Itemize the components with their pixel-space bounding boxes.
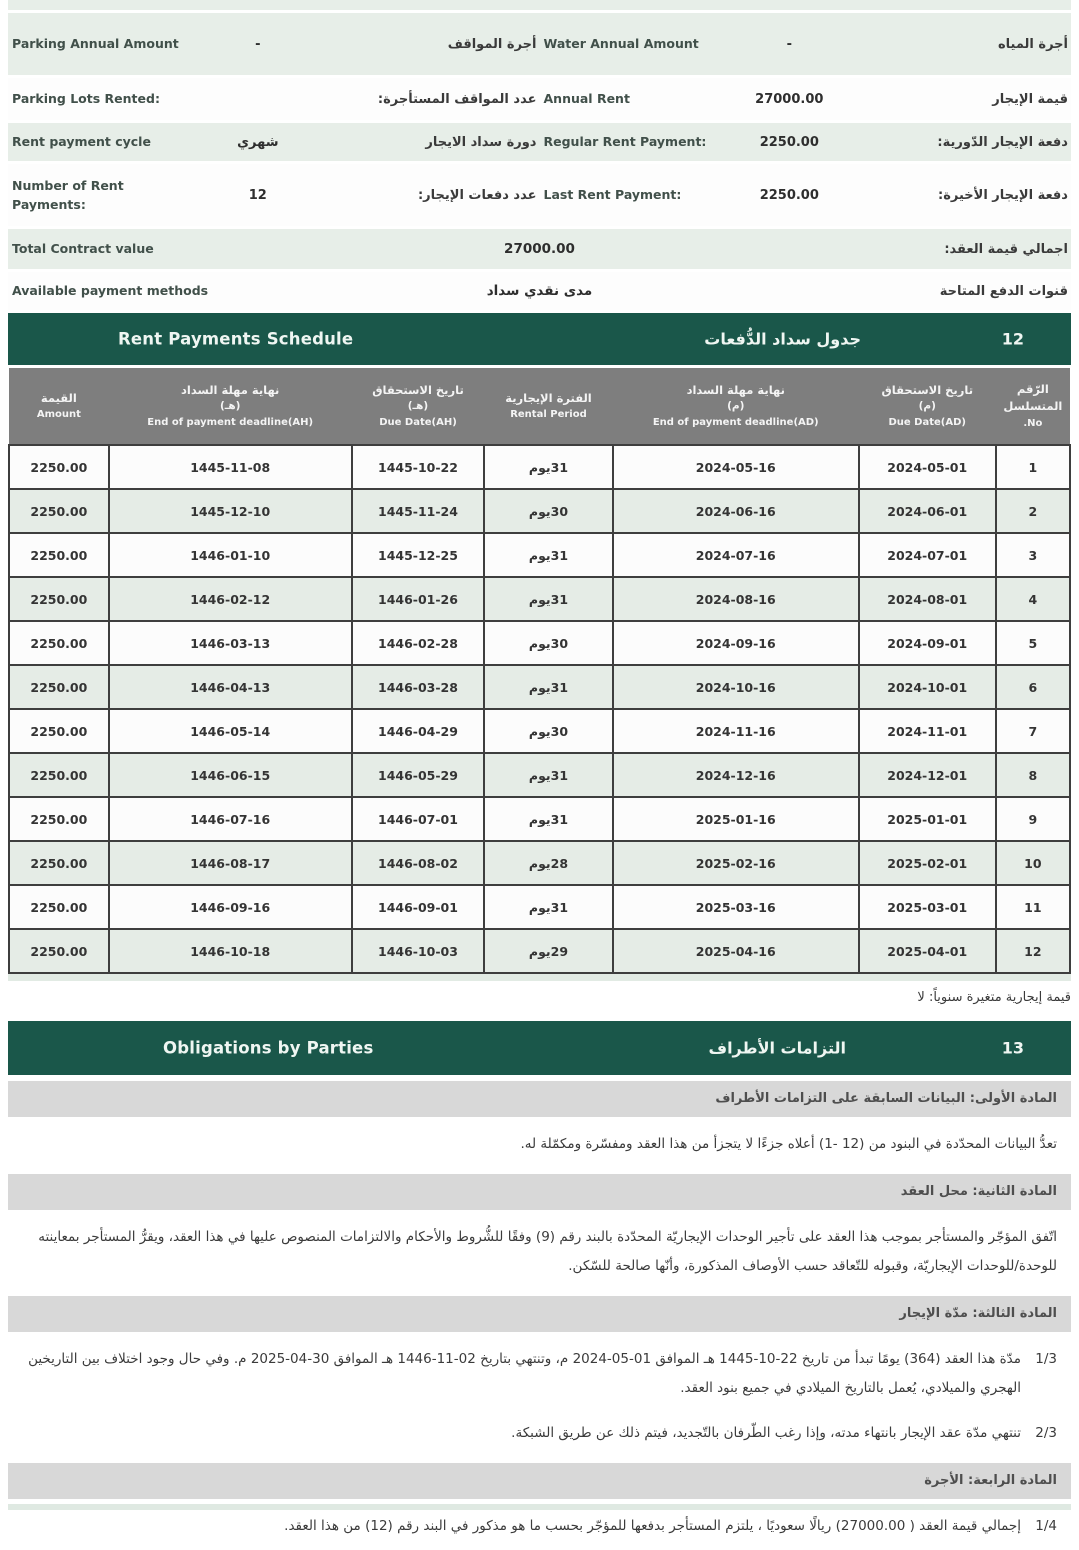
clause-number: 2/3	[1035, 1425, 1057, 1441]
info-label-ar: دفعة الإيجار الأخيرة:	[938, 187, 1068, 203]
table-cell: 1446-04-29	[352, 709, 485, 753]
info-row	[8, 164, 1071, 226]
table-cell: 10	[996, 841, 1070, 885]
info-half	[540, 78, 1072, 120]
table-row	[9, 841, 1070, 885]
table-cell: 28يوم	[484, 841, 612, 885]
table-cell: 11	[996, 885, 1070, 929]
table-cell: 3	[996, 533, 1070, 577]
obligations-articles	[8, 1081, 1071, 1550]
table-cell: 2024-12-01	[859, 753, 996, 797]
info-label-en: Parking Annual Amount	[12, 36, 179, 52]
info-label-en: Rent payment cycle	[12, 134, 151, 150]
table-body	[9, 445, 1070, 973]
table-cell: 2250.00	[9, 621, 109, 665]
table-cell: 2250.00	[9, 885, 109, 929]
table-header-cell	[859, 368, 996, 445]
table-cell: 2024-07-01	[859, 533, 996, 577]
column-calendar-mark: (هـ)	[407, 400, 429, 412]
table-cell: 1446-03-13	[109, 621, 352, 665]
table-cell: 2025-04-16	[613, 929, 859, 973]
table-cell: 2250.00	[9, 489, 109, 533]
table-cell: 2250.00	[9, 665, 109, 709]
table-cell: 2024-05-01	[859, 445, 996, 489]
column-label-ar: القيمة	[40, 390, 77, 405]
obligations-title-ar: التزامات الأطراف	[708, 1038, 846, 1058]
column-label-ar: الرّقم المتسلسل	[1003, 382, 1063, 414]
table-cell: 1446-03-28	[352, 665, 485, 709]
clause	[8, 1410, 1071, 1455]
column-label-en: Due Date(AH)	[379, 416, 457, 428]
column-label-ar: الفترة الإيجارية	[505, 390, 592, 405]
table-row	[9, 577, 1070, 621]
info-value: -	[255, 36, 261, 52]
info-value: 27000.00	[755, 91, 824, 107]
table-header-cell	[9, 368, 109, 445]
table-cell: 1446-08-02	[352, 841, 485, 885]
table-cell: 2250.00	[9, 577, 109, 621]
table-cell: 1446-10-03	[352, 929, 485, 973]
info-half	[8, 13, 540, 75]
table-cell: 2024-05-16	[613, 445, 859, 489]
table-cell: 1445-11-24	[352, 489, 485, 533]
table-bottom-strip	[8, 974, 1071, 981]
article-heading: المادة الرابعة: الأجرة	[8, 1463, 1071, 1499]
table-cell: 6	[996, 665, 1070, 709]
top-strip	[8, 0, 1071, 10]
column-calendar-mark: (هـ)	[219, 400, 241, 412]
obligations-section-bar	[8, 1021, 1071, 1075]
info-row	[8, 272, 1071, 310]
table-cell: 8	[996, 753, 1070, 797]
table-header-row	[9, 368, 1070, 445]
table-cell: 1446-07-01	[352, 797, 485, 841]
table-cell: 2250.00	[9, 753, 109, 797]
article-heading: المادة الثالثة: مدّة الإيجار	[8, 1296, 1071, 1332]
table-cell: 2025-04-01	[859, 929, 996, 973]
article-clauses	[8, 1117, 1071, 1168]
clause-number: 1/4	[1035, 1518, 1057, 1534]
column-label-ar: تاريخ الاستحقاق	[372, 382, 464, 397]
table-header-cell	[109, 368, 352, 445]
table-cell: 2024-10-01	[859, 665, 996, 709]
info-label-ar: عدد دفعات الإيجار:	[417, 187, 537, 203]
table-cell: 2024-09-16	[613, 621, 859, 665]
table-cell: 2025-03-16	[613, 885, 859, 929]
table-cell: 2024-06-01	[859, 489, 996, 533]
obligations-title-en: Obligations by Parties	[163, 1038, 374, 1058]
table-cell: 1446-08-17	[109, 841, 352, 885]
table-cell: 2024-07-16	[613, 533, 859, 577]
clause	[8, 1121, 1071, 1166]
info-label-ar: قنوات الدفع المتاحة	[939, 283, 1068, 299]
table-cell: 2025-01-16	[613, 797, 859, 841]
info-row	[8, 123, 1071, 161]
column-label-ar: تاريخ الاستحقاق	[881, 382, 974, 397]
column-label-en: .No	[1023, 417, 1043, 429]
clause-text: تعدُّ البيانات المحدّدة في البنود من (12 -1) أعلاه جزءًا لا يتجزأ من هذا العقد ومفسّرة ومكمّلة له.	[520, 1136, 1057, 1152]
table-cell: 1446-01-10	[109, 533, 352, 577]
table-cell: 1446-04-13	[109, 665, 352, 709]
table-cell: 2025-01-01	[859, 797, 996, 841]
info-half	[8, 78, 540, 120]
table-cell: 2	[996, 489, 1070, 533]
clause-number: 1/3	[1035, 1351, 1057, 1367]
table-header-cell	[484, 368, 612, 445]
table-cell: 7	[996, 709, 1070, 753]
table-row	[9, 489, 1070, 533]
table-cell: 2250.00	[9, 533, 109, 577]
info-label-en: Parking Lots Rented:	[12, 91, 160, 107]
info-half	[540, 123, 1072, 161]
column-label-en: Due Date(AD)	[888, 416, 966, 428]
table-row	[9, 533, 1070, 577]
info-half	[8, 164, 540, 226]
table-cell: 30يوم	[484, 709, 612, 753]
info-label-ar: دورة سداد الايجار	[425, 134, 537, 150]
table-cell: 2250.00	[9, 709, 109, 753]
table-cell: 1446-05-14	[109, 709, 352, 753]
article-clauses	[8, 1332, 1071, 1457]
rent-payments-schedule-bar	[8, 313, 1071, 365]
info-value: شهري	[237, 134, 279, 150]
table-cell: 12	[996, 929, 1070, 973]
table-row	[9, 929, 1070, 973]
table-cell: 1446-07-16	[109, 797, 352, 841]
column-label-en: Amount	[36, 408, 81, 420]
info-label-en: Available payment methods	[12, 283, 209, 299]
table-cell: 31يوم	[484, 753, 612, 797]
table-cell: 1446-01-26	[352, 577, 485, 621]
table-row	[9, 665, 1070, 709]
table-cell: 31يوم	[484, 665, 612, 709]
info-label-en: Number of Rent Payments:	[12, 177, 124, 212]
table-cell: 1446-02-28	[352, 621, 485, 665]
column-calendar-mark: (م)	[727, 400, 745, 412]
info-half	[8, 123, 540, 161]
table-cell: 2024-09-01	[859, 621, 996, 665]
table-cell: 1446-06-15	[109, 753, 352, 797]
table-row	[9, 885, 1070, 929]
table-cell: 1446-09-01	[352, 885, 485, 929]
article-heading: المادة الثانية: محل العقد	[8, 1174, 1071, 1210]
table-cell: 1446-09-16	[109, 885, 352, 929]
table-cell: 2024-06-16	[613, 489, 859, 533]
schedule-title-ar: جدول سداد الدُّفعات	[704, 329, 861, 349]
info-value: -	[786, 36, 792, 52]
info-label-ar: دفعة الإيجار الدّورية:	[937, 134, 1068, 150]
table-cell: 1446-02-12	[109, 577, 352, 621]
info-label-ar: أجرة المياه	[997, 36, 1068, 52]
clause-text: تنتهي مدّة عقد الإيجار بانتهاء مدته، وإذا رغب الطّرفان بالتّجديد، فيتم ذلك عن طريق الشبكة.	[511, 1425, 1021, 1441]
table-cell: 2025-03-01	[859, 885, 996, 929]
column-calendar-mark: (م)	[918, 400, 936, 412]
info-label-en: Water Annual Amount	[543, 36, 699, 52]
table-cell: 31يوم	[484, 445, 612, 489]
table-cell: 2250.00	[9, 929, 109, 973]
table-cell: 1445-11-08	[109, 445, 352, 489]
table-cell: 2250.00	[9, 841, 109, 885]
schedule-title-en: Rent Payments Schedule	[118, 329, 354, 349]
table-row	[9, 753, 1070, 797]
table-row	[9, 709, 1070, 753]
info-value: 27000.00	[504, 241, 575, 257]
obligations-section-number: 13	[1001, 1038, 1024, 1058]
table-row	[9, 621, 1070, 665]
column-label-ar: نهاية مهلة السداد	[686, 382, 785, 397]
column-label-en: Rental Period	[510, 408, 587, 420]
payments-table	[8, 368, 1071, 974]
table-header-cell	[352, 368, 485, 445]
table-cell: 2250.00	[9, 445, 109, 489]
table-cell: 31يوم	[484, 885, 612, 929]
info-half	[540, 164, 1072, 226]
table-header-cell	[996, 368, 1070, 445]
table-cell: 1445-12-10	[109, 489, 352, 533]
bottom-strip	[8, 1504, 1071, 1510]
info-row	[8, 13, 1071, 75]
table-cell: 1445-10-22	[352, 445, 485, 489]
info-label-en: Last Rent Payment:	[543, 187, 682, 203]
info-half	[540, 13, 1072, 75]
table-cell: 2024-12-16	[613, 753, 859, 797]
table-cell: 1446-05-29	[352, 753, 485, 797]
table-row	[9, 797, 1070, 841]
table-cell: 2024-08-01	[859, 577, 996, 621]
info-label-ar: أجرة المواقف	[447, 36, 537, 52]
table-cell: 2025-02-16	[613, 841, 859, 885]
clause-text: إجمالي قيمة العقد ( 27000.00) ريالًا سعوديًا ، يلتزم المستأجر بدفعها للمؤجّر بحسب ما هو مذكور في البند رقم (12) من هذا العقد.	[284, 1518, 1021, 1534]
table-cell: 2024-11-01	[859, 709, 996, 753]
column-label-en: End of payment deadline(AD)	[652, 416, 819, 428]
info-value: 2250.00	[759, 187, 819, 203]
table-cell: 29يوم	[484, 929, 612, 973]
article-heading: المادة الأولى: البيانات السابقة على التزامات الأطراف	[8, 1081, 1071, 1117]
contract-info-section	[8, 13, 1071, 310]
table-cell: 30يوم	[484, 621, 612, 665]
table-cell: 31يوم	[484, 797, 612, 841]
info-label-ar: عدد المواقف المستأجرة:	[377, 91, 537, 107]
info-label-en: Annual Rent	[543, 91, 630, 107]
table-cell: 5	[996, 621, 1070, 665]
table-cell: 4	[996, 577, 1070, 621]
clause-text: اتّفق المؤجّر والمستأجر بموجب هذا العقد على تأجير الوحدات الإيجاريّة المحدّدة بالبند رقم (9) وفقًا للشُّروط والأحكام والالتزامات المنصوص عليها في هذا العقد، ويقرُّ المستأجر بمعاينته للوحدة/للوحدات الإيجاريّة، وقبوله للتّعاقد حسب الأوصاف المذكورة، وأنّها صالحة للسّكن.	[38, 1229, 1057, 1274]
info-value: مدى نقدي سداد	[486, 283, 593, 299]
table-cell: 1445-12-25	[352, 533, 485, 577]
table-cell: 31يوم	[484, 577, 612, 621]
variable-rent-note: قيمة إيجارية متغيرة سنوياً: لا	[8, 981, 1071, 1015]
info-label-en: Regular Rent Payment:	[543, 134, 707, 150]
info-label-ar: قيمة الإيجار	[992, 91, 1068, 107]
table-cell: 30يوم	[484, 489, 612, 533]
table-cell: 2025-02-01	[859, 841, 996, 885]
clause-text: مدّة هذا العقد (364) يومًا تبدأ من تاريخ 22-10-1445 هـ الموافق 01-05-2024 م، وتنتهي بتاريخ 02-11-1446 هـ الموافق 30-04-2025 م. وفي حال وجود اختلاف بين التاريخين الهجري والميلادي، يُعمل بالتاريخ الميلادي في جميع بنود العقد.	[28, 1351, 1021, 1396]
info-row	[8, 78, 1071, 120]
column-label-ar: نهاية مهلة السداد	[181, 382, 280, 397]
info-value: 2250.00	[759, 134, 819, 150]
table-cell: 9	[996, 797, 1070, 841]
schedule-section-number: 12	[1001, 329, 1024, 349]
article-clauses	[8, 1210, 1071, 1290]
column-label-en: End of payment deadline(AH)	[147, 416, 314, 428]
table-cell: 1446-10-18	[109, 929, 352, 973]
table-cell: 2024-10-16	[613, 665, 859, 709]
table-cell: 1	[996, 445, 1070, 489]
table-cell: 31يوم	[484, 533, 612, 577]
table-cell: 2024-08-16	[613, 577, 859, 621]
table-row	[9, 445, 1070, 489]
info-value: 12	[248, 187, 267, 203]
info-label-ar: اجمالي قيمة العقد:	[944, 241, 1068, 257]
table-cell: 2024-11-16	[613, 709, 859, 753]
info-row	[8, 229, 1071, 269]
table-header-cell	[613, 368, 859, 445]
table-cell: 2250.00	[9, 797, 109, 841]
clause	[8, 1214, 1071, 1288]
clause	[8, 1336, 1071, 1410]
info-label-en: Total Contract value	[12, 241, 154, 257]
